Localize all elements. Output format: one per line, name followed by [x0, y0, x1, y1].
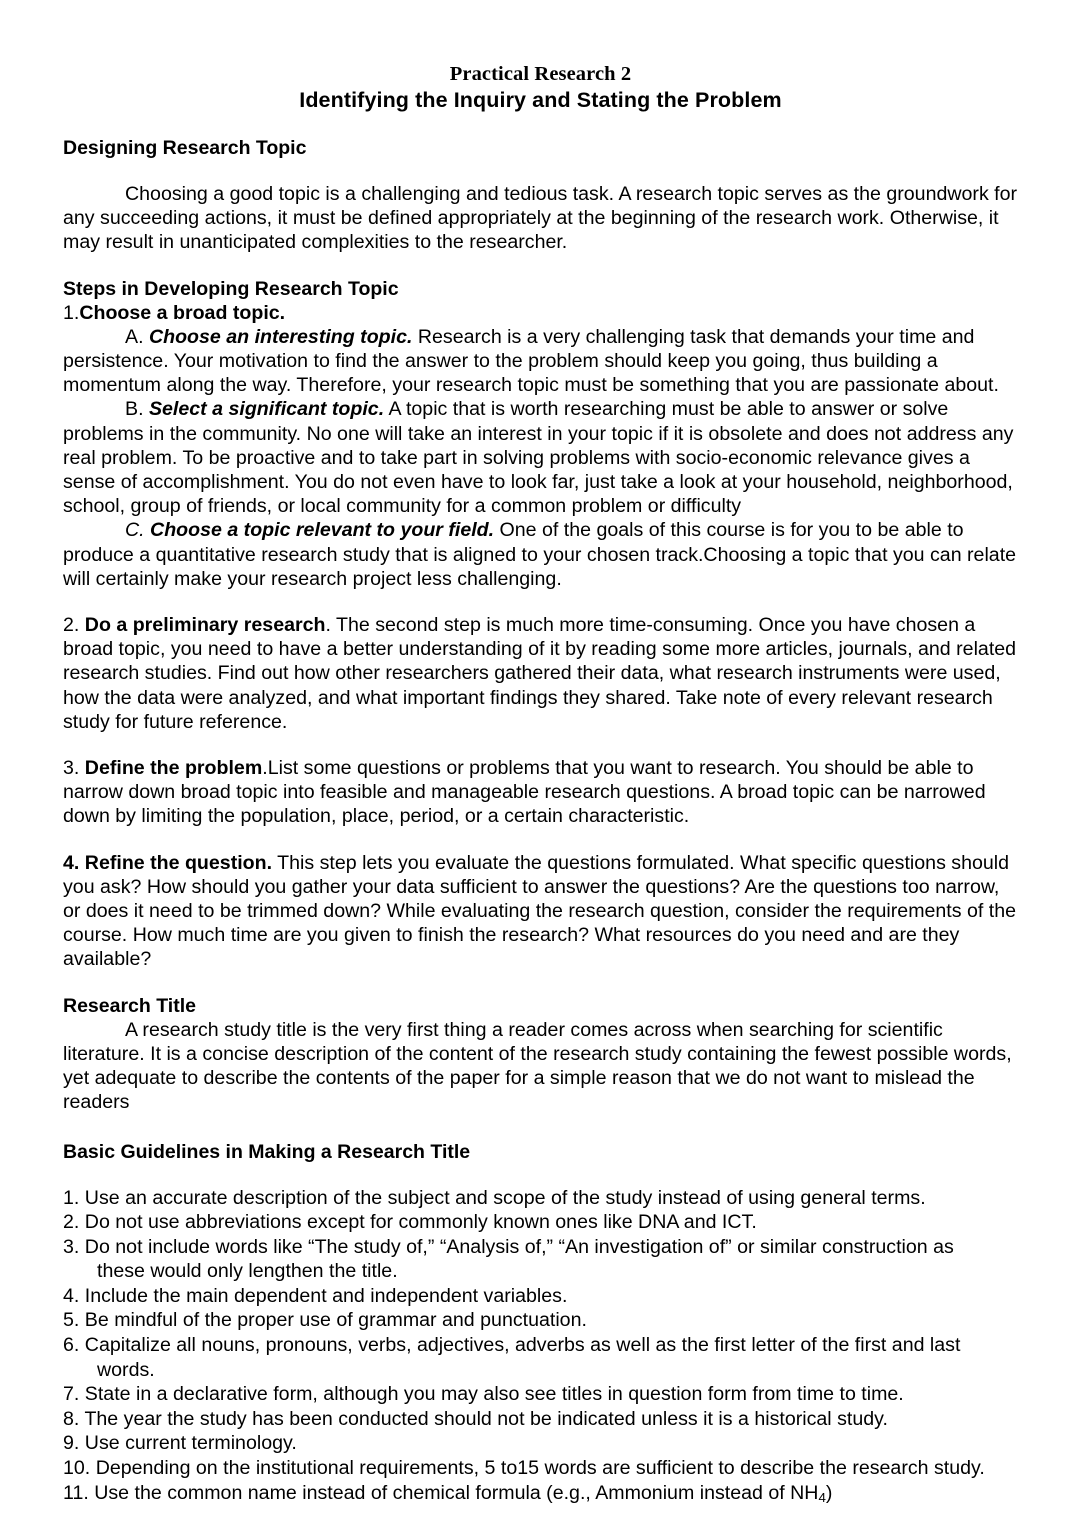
step-4-text: This step lets you evaluate the questions formulated. What specific questions should you ask? How should you gather your data sufficient to answer the questions? Are the questions too narrow, or does it need to be trimmed down? While evaluating the research question, consider the requirements of the course. How much time are you given to finish the research? What resources do you need and are they available?: [63, 851, 1017, 971]
sub-a-text: Research is a very challenging task that demands your time and persistence. Your motivation to find the answer to the problem should keep you going, thus building a momentum along the way. Therefore, your research topic must be something that you are passionate about.: [63, 325, 999, 397]
step-1-sub-b: [63, 397, 1018, 518]
spacer: [63, 829, 1018, 851]
guideline-item: [63, 1431, 1018, 1456]
guideline-number: 5.: [63, 1309, 85, 1332]
guideline-number: 1.: [63, 1186, 85, 1209]
step-item-1: [63, 301, 1018, 325]
step-4-label: Refine the question.: [84, 851, 273, 874]
guideline-item: [63, 1186, 1018, 1211]
section-heading-steps-in-developing-research-topic: Steps in Developing Research Topic: [63, 277, 399, 300]
guideline-number: 2.: [63, 1211, 85, 1234]
section-heading-basic-guidelines: Basic Guidelines in Making a Research Title: [63, 1140, 471, 1163]
guideline-number: 7.: [63, 1383, 85, 1406]
page-title-primary: Practical Research 2: [449, 63, 632, 85]
step-3-label: Define the problem: [84, 757, 263, 780]
step-2-text: . The second step is much more time-consuming. Once you have chosen a broad topic, you need to have a better understanding of it by reading some more articles, journals, and related research studies. Find out how other researchers gathered their data, what research instruments were used, how the data were analyzed, and what important findings they shared. Take note of every relevant research study for future reference.: [63, 614, 1017, 733]
guideline-text: Depending on the institutional requirements, 5 to15 words are sufficient to describe the research study.: [95, 1457, 985, 1480]
guideline-text: Include the main dependent and independent variables.: [84, 1284, 568, 1307]
sub-b-label: Select a significant topic.: [148, 398, 385, 421]
guideline-item: [63, 1210, 1018, 1235]
guideline-item: [63, 1407, 1018, 1432]
guideline-text: Use the common name instead of chemical formula (e.g., Ammonium instead of NH: [94, 1481, 819, 1504]
guideline-item: [63, 1481, 1018, 1511]
spacer: [63, 160, 1018, 182]
step-1-sub-c: [63, 518, 1018, 591]
guideline-text-after: ): [825, 1481, 833, 1504]
guideline-item: [63, 1456, 1018, 1481]
spacer: [63, 1115, 1018, 1140]
paragraph-research-title: A research study title is the very first thing a reader comes across when searching for scientific literature. It is a concise description of the content of the research study containing the fewest possible words, yet adequate to describe the contents of the paper for a simple reason that we do not want to mislead the readers: [63, 1018, 1012, 1114]
guideline-number: 8.: [63, 1407, 85, 1430]
sub-c-label: Choose a topic relevant to your field.: [150, 519, 495, 542]
page-title-secondary: Identifying the Inquiry and Stating the Problem: [299, 88, 782, 112]
spacer: [63, 1164, 1018, 1186]
guideline-number: 10.: [63, 1457, 96, 1480]
guideline-number: 4.: [63, 1284, 85, 1307]
guideline-item: [63, 1308, 1018, 1333]
guideline-number: 9.: [63, 1432, 85, 1455]
step-item-4: [63, 851, 1018, 972]
sub-b-letter: B.: [125, 398, 144, 421]
step-3-text: .List some questions or problems that you want to research. You should be able to narrow down broad topic into feasible and manageable research questions. A broad topic can be narrowed down by limiting the population, place, period, or a certain characteristic.: [63, 757, 986, 828]
guideline-text: State in a declarative form, although you may also see titles in question form from time to time.: [84, 1383, 904, 1406]
guideline-item: [63, 1284, 1018, 1309]
section-heading-designing-research-topic: Designing Research Topic: [63, 137, 307, 159]
step-1-label: Choose a broad topic.: [79, 301, 286, 324]
guideline-text: Do not use abbreviations except for commonly known ones like DNA and ICT.: [84, 1211, 757, 1234]
guideline-text: The year the study has been conducted should not be indicated unless it is a historical study.: [84, 1407, 888, 1430]
guideline-number: 6.: [63, 1334, 85, 1357]
guideline-text: Use an accurate description of the subject and scope of the study instead of using general terms.: [84, 1186, 926, 1209]
step-item-3: [63, 756, 1018, 829]
step-2-label: Do a preliminary research: [84, 614, 326, 637]
chemical-subscript: 4: [818, 1489, 826, 1505]
sub-c-text: One of the goals of this course is for you to be able to produce a quantitative research study that is aligned to your chosen track.Choosing a topic that you can relate will certainly make your research project less challenging.: [63, 519, 1017, 590]
spacer: [63, 591, 1018, 613]
guideline-text: Be mindful of the proper use of grammar and punctuation.: [84, 1309, 587, 1332]
guideline-item: [63, 1235, 1018, 1284]
sub-c-letter: C.: [125, 519, 145, 542]
guideline-number: 11.: [63, 1481, 95, 1504]
guideline-continuation: these would only lengthen the title.: [97, 1260, 398, 1283]
step-3-number: 3.: [63, 757, 85, 780]
step-2-number: 2.: [63, 614, 85, 637]
paragraph-designing-research-topic: Choosing a good topic is a challenging and tedious task. A research topic serves as the groundwork for any succeeding actions, it must be defined appropriately at the beginning of the research work. Otherwise, it may result in unanticipated complexities to the researcher.: [63, 183, 1018, 254]
guideline-number: 3.: [63, 1235, 85, 1258]
guidelines-list: [63, 1186, 1018, 1511]
guideline-text: Use current terminology.: [84, 1432, 297, 1455]
sub-b-text: A topic that is worth researching must be able to answer or solve problems in the community. No one will take an interest in your topic if it is obsolete and does not address any real problem. To be proactive and to take part in solving problems with socio-economic relevance gives a sense of accomplishment. You do not even have to look far, just take a look at your household, neighborhood, school, group of friends, or local community for a common problem or difficulty: [63, 398, 1014, 518]
section-heading-research-title: Research Title: [63, 994, 196, 1017]
step-1-number: 1.: [63, 301, 80, 324]
step-item-2: [63, 613, 1018, 734]
step-4-number: 4.: [63, 851, 85, 874]
step-1-sub-a: [63, 325, 1018, 398]
guideline-text: Capitalize all nouns, pronouns, verbs, adjectives, adverbs as well as the first letter of the first and last: [84, 1334, 961, 1357]
guideline-item: [63, 1382, 1018, 1407]
document-title-block: [63, 62, 1018, 114]
spacer: [63, 972, 1018, 994]
spacer: [63, 255, 1018, 277]
sub-a-label: Choose an interesting topic.: [148, 325, 413, 348]
guideline-continuation: words.: [97, 1358, 155, 1381]
spacer: [63, 734, 1018, 756]
guideline-item: [63, 1333, 1018, 1382]
guideline-text: Do not include words like “The study of,” “Analysis of,” “An investigation of” or similar construction as: [84, 1235, 954, 1258]
sub-a-letter: A.: [125, 325, 144, 348]
